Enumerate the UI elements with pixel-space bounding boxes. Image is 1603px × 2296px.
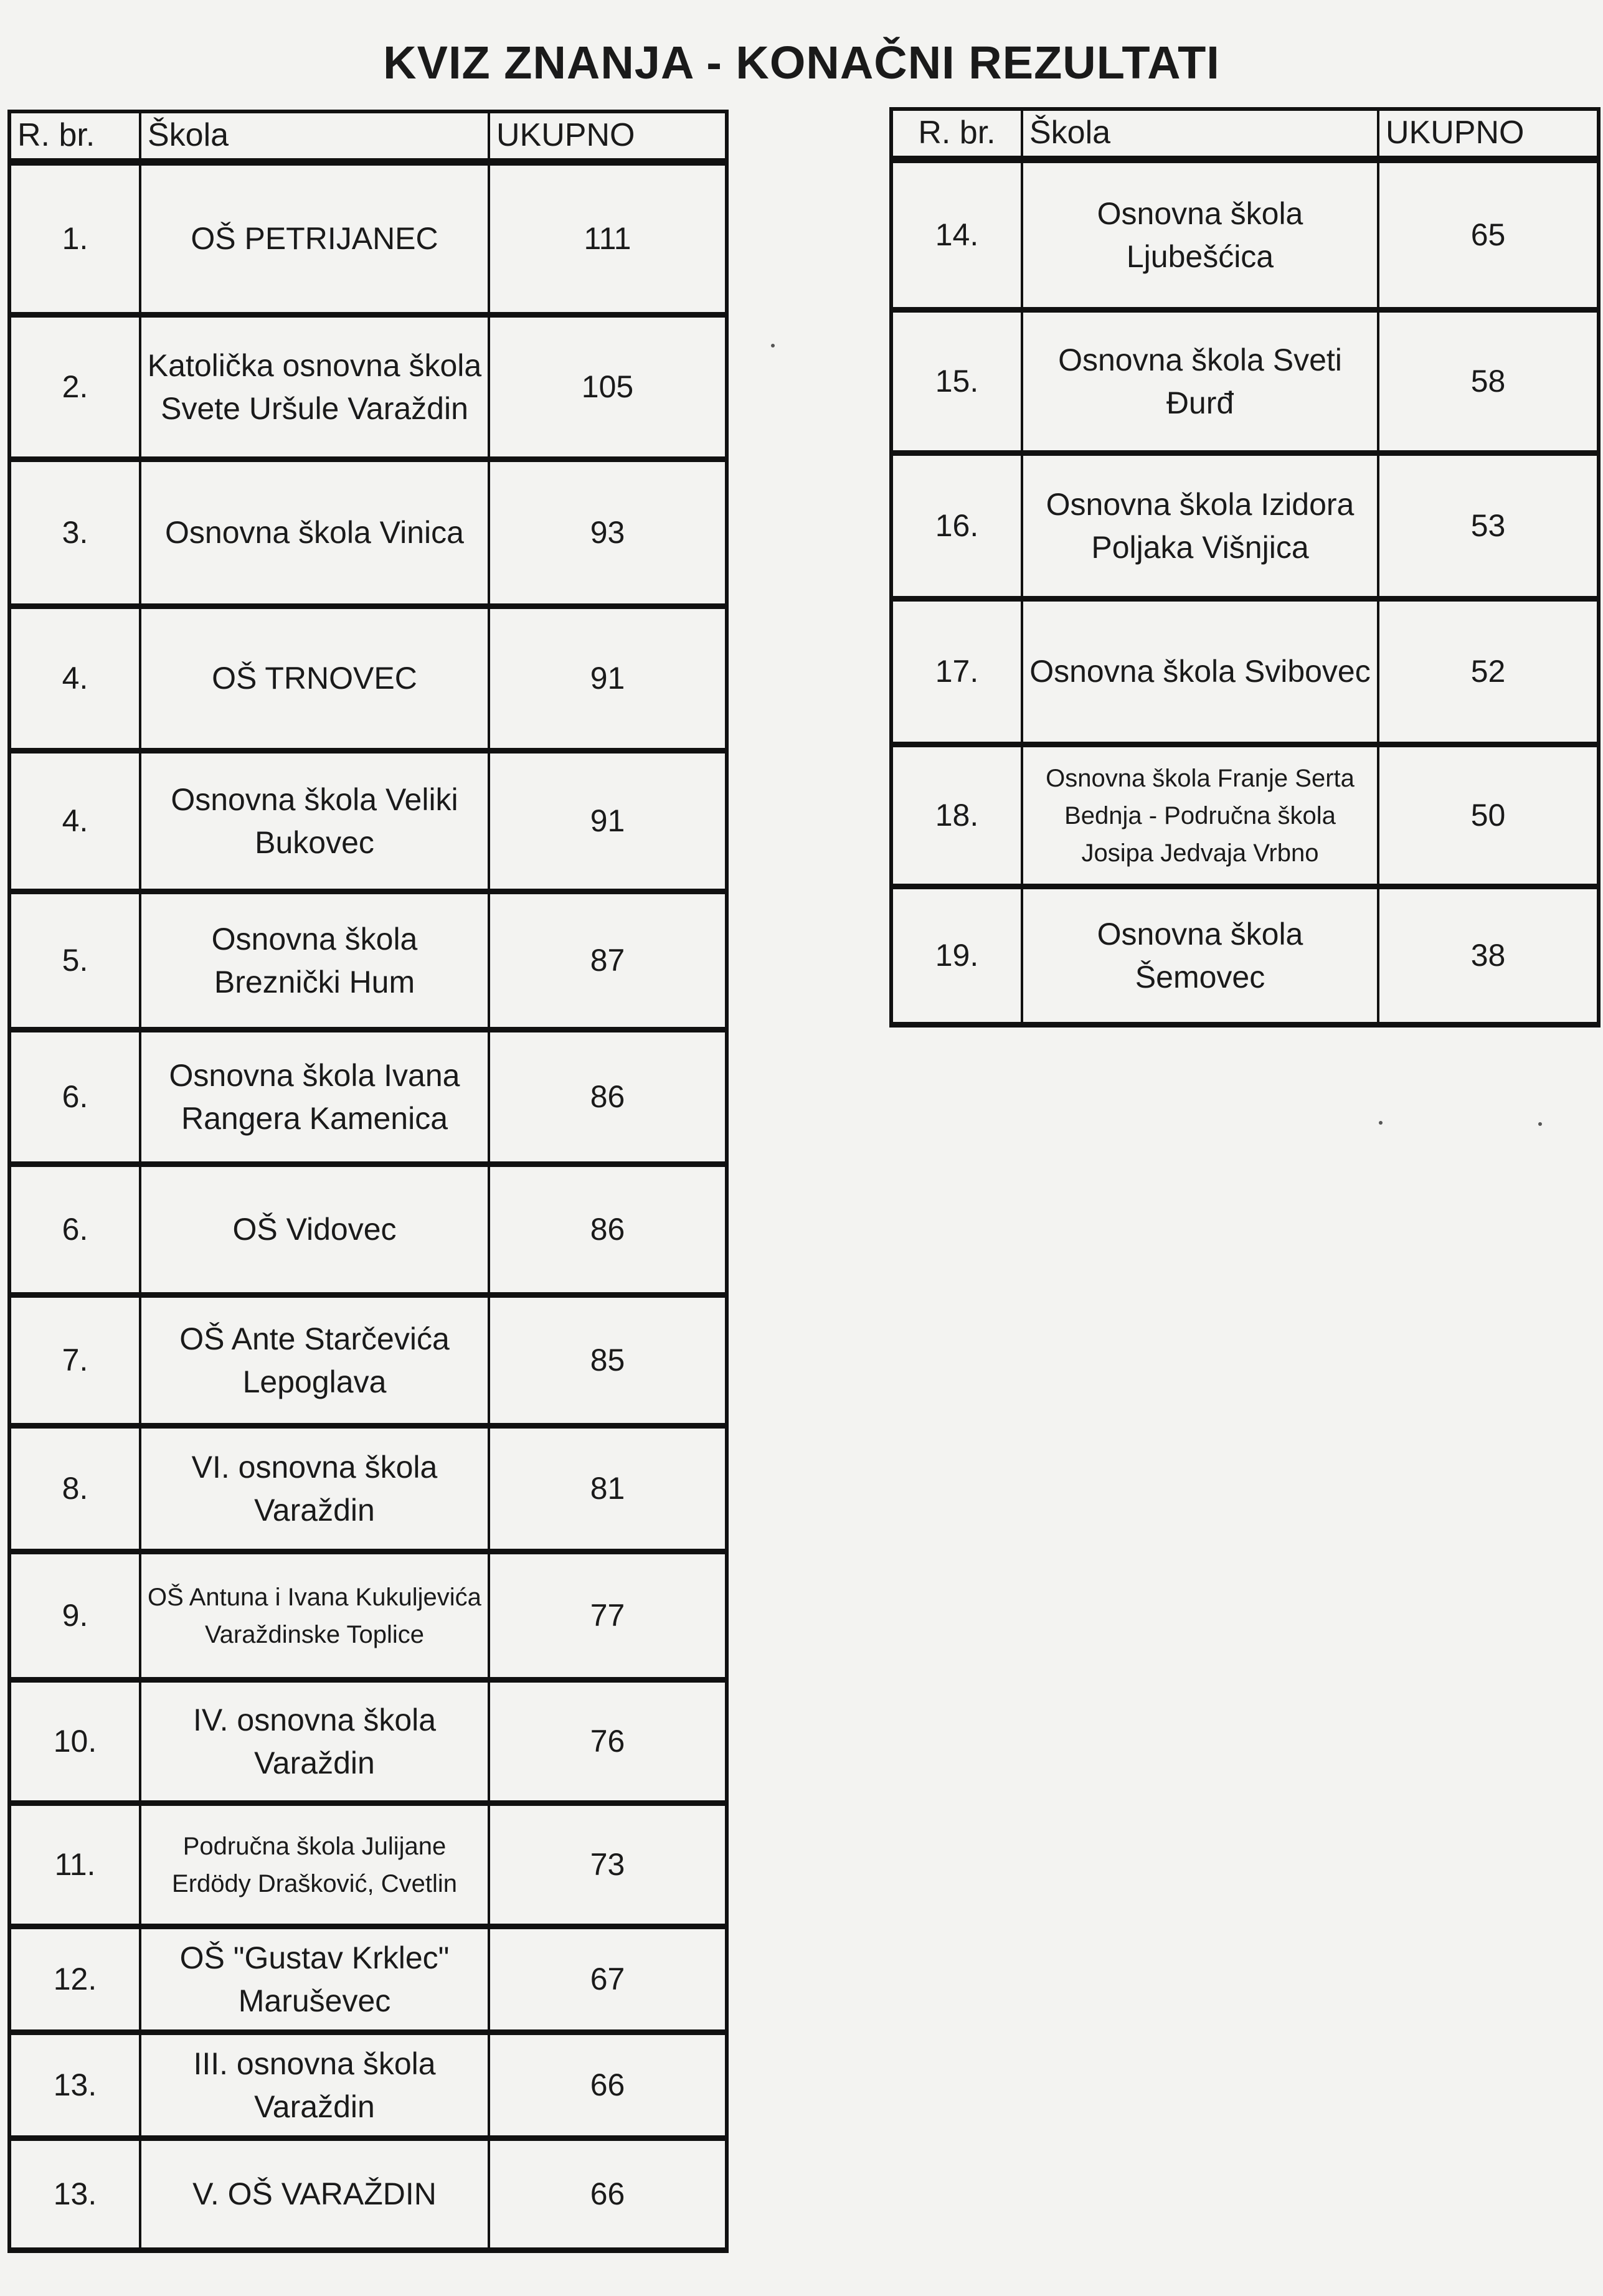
school-cell: Katolička osnovna škola Svete Uršule Varaždin bbox=[140, 315, 489, 460]
table-row bbox=[891, 453, 1599, 599]
table-row bbox=[9, 1927, 727, 2033]
school-cell: Osnovna škola Šemovec bbox=[1022, 887, 1378, 1025]
school-cell: OŠ TRNOVEC bbox=[140, 607, 489, 751]
paper-speck bbox=[771, 344, 775, 347]
table-row bbox=[9, 1295, 727, 1426]
total-cell: 81 bbox=[489, 1426, 727, 1552]
rank-cell: 19. bbox=[891, 887, 1022, 1025]
rank-cell: 14. bbox=[891, 159, 1022, 310]
school-cell: IV. osnovna škola Varaždin bbox=[140, 1680, 489, 1803]
school-cell: Osnovna škola Ivana Rangera Kamenica bbox=[140, 1030, 489, 1165]
total-cell: 67 bbox=[489, 1927, 727, 2033]
table-header-row bbox=[9, 111, 727, 162]
total-cell: 65 bbox=[1378, 159, 1599, 310]
header-school: Škola bbox=[1022, 109, 1378, 159]
total-cell: 111 bbox=[489, 162, 727, 315]
table-row bbox=[9, 1165, 727, 1295]
rank-cell: 16. bbox=[891, 453, 1022, 599]
table-row bbox=[9, 162, 727, 315]
table-row bbox=[9, 751, 727, 892]
total-cell: 105 bbox=[489, 315, 727, 460]
table-row bbox=[9, 315, 727, 460]
header-school: Škola bbox=[140, 111, 489, 162]
school-cell: Osnovna škola Breznički Hum bbox=[140, 892, 489, 1030]
total-cell: 53 bbox=[1378, 453, 1599, 599]
total-cell: 66 bbox=[489, 2138, 727, 2251]
table-row bbox=[9, 2033, 727, 2138]
paper-speck bbox=[1538, 1122, 1542, 1126]
rank-cell: 8. bbox=[9, 1426, 140, 1552]
table-row bbox=[9, 1552, 727, 1680]
rank-cell: 12. bbox=[9, 1927, 140, 2033]
header-total: UKUPNO bbox=[489, 111, 727, 162]
total-cell: 91 bbox=[489, 751, 727, 892]
header-rank: R. br. bbox=[9, 111, 140, 162]
table-row bbox=[891, 310, 1599, 453]
school-cell: Osnovna škola Ljubešćica bbox=[1022, 159, 1378, 310]
rank-cell: 6. bbox=[9, 1030, 140, 1165]
rank-cell: 4. bbox=[9, 751, 140, 892]
table-row bbox=[9, 2138, 727, 2251]
rank-cell: 2. bbox=[9, 315, 140, 460]
rank-cell: 4. bbox=[9, 607, 140, 751]
table-row bbox=[891, 887, 1599, 1025]
paper-speck bbox=[1379, 1121, 1383, 1125]
school-cell: OŠ PETRIJANEC bbox=[140, 162, 489, 315]
school-cell: VI. osnovna škola Varaždin bbox=[140, 1426, 489, 1552]
rank-cell: 13. bbox=[9, 2138, 140, 2251]
rank-cell: 6. bbox=[9, 1165, 140, 1295]
rank-cell: 3. bbox=[9, 460, 140, 607]
total-cell: 91 bbox=[489, 607, 727, 751]
table-row bbox=[9, 892, 727, 1030]
results-table-right bbox=[889, 107, 1601, 1028]
rank-cell: 13. bbox=[9, 2033, 140, 2138]
school-cell: Područna škola Julijane Erdödy Drašković, Cvetlin bbox=[140, 1803, 489, 1927]
total-cell: 85 bbox=[489, 1295, 727, 1426]
table-row bbox=[891, 599, 1599, 745]
total-cell: 76 bbox=[489, 1680, 727, 1803]
rank-cell: 11. bbox=[9, 1803, 140, 1927]
rank-cell: 17. bbox=[891, 599, 1022, 745]
header-total: UKUPNO bbox=[1378, 109, 1599, 159]
table-row bbox=[9, 460, 727, 607]
total-cell: 66 bbox=[489, 2033, 727, 2138]
school-cell: OŠ Vidovec bbox=[140, 1165, 489, 1295]
rank-cell: 18. bbox=[891, 745, 1022, 887]
rank-cell: 15. bbox=[891, 310, 1022, 453]
school-cell: Osnovna škola Vinica bbox=[140, 460, 489, 607]
total-cell: 93 bbox=[489, 460, 727, 607]
school-cell: OŠ Antuna i Ivana Kukuljevića Varaždinske Toplice bbox=[140, 1552, 489, 1680]
rank-cell: 1. bbox=[9, 162, 140, 315]
school-cell: V. OŠ VARAŽDIN bbox=[140, 2138, 489, 2251]
rank-cell: 7. bbox=[9, 1295, 140, 1426]
rank-cell: 10. bbox=[9, 1680, 140, 1803]
table-row bbox=[9, 1680, 727, 1803]
total-cell: 38 bbox=[1378, 887, 1599, 1025]
total-cell: 73 bbox=[489, 1803, 727, 1927]
school-cell: Osnovna škola Franje Serta Bednja - Područna škola Josipa Jedvaja Vrbno bbox=[1022, 745, 1378, 887]
table-row bbox=[891, 745, 1599, 887]
table-row bbox=[9, 1426, 727, 1552]
rank-cell: 9. bbox=[9, 1552, 140, 1680]
total-cell: 87 bbox=[489, 892, 727, 1030]
total-cell: 77 bbox=[489, 1552, 727, 1680]
results-table-left bbox=[7, 110, 729, 2253]
school-cell: OŠ Ante Starčevića Lepoglava bbox=[140, 1295, 489, 1426]
total-cell: 86 bbox=[489, 1165, 727, 1295]
table-row bbox=[9, 607, 727, 751]
school-cell: OŠ "Gustav Krklec" Maruševec bbox=[140, 1927, 489, 2033]
total-cell: 58 bbox=[1378, 310, 1599, 453]
total-cell: 50 bbox=[1378, 745, 1599, 887]
table-row bbox=[9, 1030, 727, 1165]
school-cell: Osnovna škola Sveti Đurđ bbox=[1022, 310, 1378, 453]
school-cell: Osnovna škola Izidora Poljaka Višnjica bbox=[1022, 453, 1378, 599]
total-cell: 52 bbox=[1378, 599, 1599, 745]
table-row bbox=[891, 159, 1599, 310]
header-rank: R. br. bbox=[891, 109, 1022, 159]
school-cell: Osnovna škola Veliki Bukovec bbox=[140, 751, 489, 892]
table-header-row bbox=[891, 109, 1599, 159]
school-cell: Osnovna škola Svibovec bbox=[1022, 599, 1378, 745]
school-cell: III. osnovna škola Varaždin bbox=[140, 2033, 489, 2138]
page-title: KVIZ ZNANJA - KONAČNI REZULTATI bbox=[383, 37, 1220, 88]
total-cell: 86 bbox=[489, 1030, 727, 1165]
rank-cell: 5. bbox=[9, 892, 140, 1030]
table-row bbox=[9, 1803, 727, 1927]
